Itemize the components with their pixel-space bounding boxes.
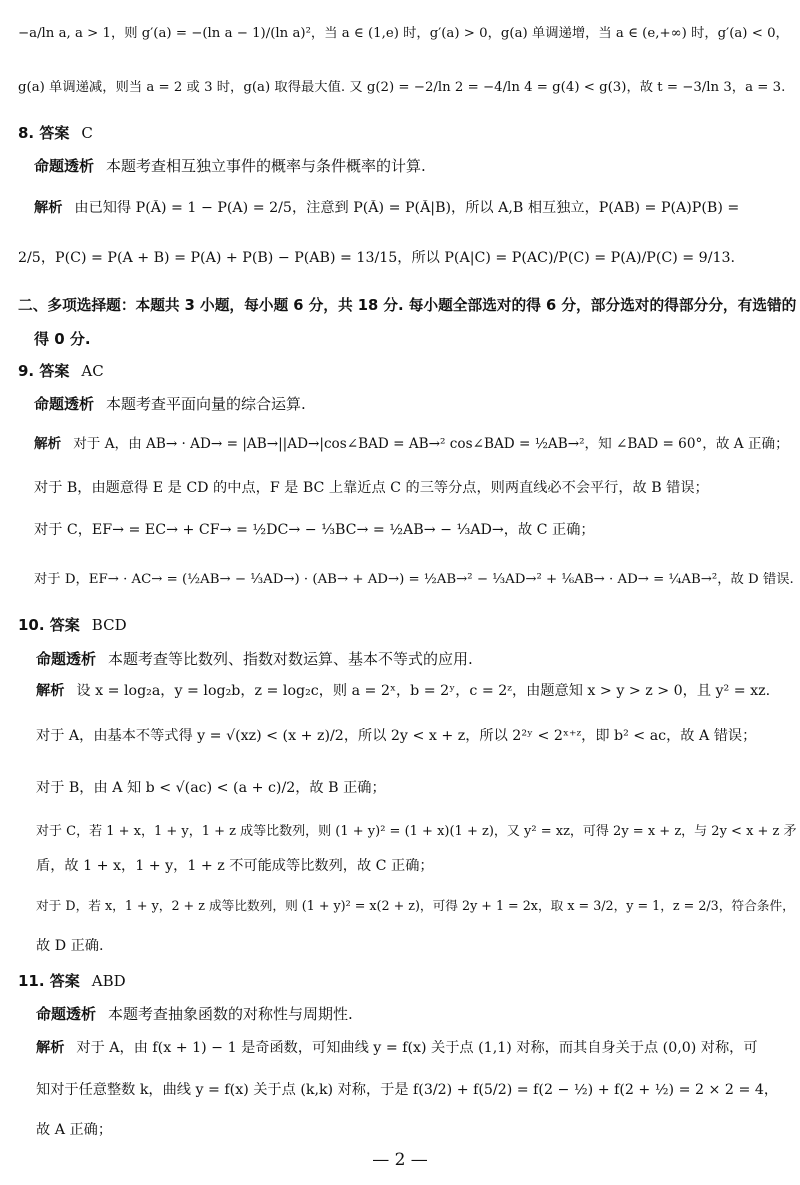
section-heading: 二、多项选择题：本题共 3 小题，每小题 6 分，共 18 分. 每小题全部选对的得 6 分，部分选对的得部分分，有选错的: [18, 297, 797, 314]
q8-solution-line: 由已知得 P(Ā) = 1 − P(A) = 2/5，注意到 P(Ā) = P(Ā|B)，所以 A,B 相互独立，P(AB) = P(A)P(B) =: [74, 200, 740, 216]
q8-solution-line: 2/5，P(C) = P(A + B) = P(A) + P(B) − P(AB) = 13/15，所以 P(A|C) = P(AC)/P(C) = P(A)/P(C) = 9/13.: [18, 250, 736, 266]
q9-solution-label: 解析: [34, 436, 62, 452]
q9-analysis-label: 命题透析: [34, 395, 95, 413]
q9-analysis-text: 本题考查平面向量的综合运算.: [106, 395, 306, 413]
q9-title: 9. 答案: [18, 362, 70, 380]
q11-title: 11. 答案: [18, 972, 80, 990]
q8-analysis-text: 本题考查相互独立事件的概率与条件概率的计算.: [106, 157, 426, 175]
q10-solution-b: 对于 B，由 A 知 b < √(ac) < (a + c)/2，故 B 正确；: [36, 780, 386, 796]
q8-title: 8. 答案: [18, 124, 70, 142]
q10-solution: [0, 683, 800, 701]
section-heading: 得 0 分.: [34, 330, 91, 348]
q10-solution-a: 对于 A，由基本不等式得 y = √(xz) < (x + z)/2，所以 2y < x + z，所以 2²ʸ < 2ˣ⁺ᶻ，即 b² < ac，故 A 错误；: [36, 728, 757, 744]
q9-solution: [0, 436, 800, 453]
text-line: −a/ln a, a > 1，则 g′(a) = −(ln a − 1)/(ln a)²，当 a ∈ (1,e) 时，g′(a) > 0，g(a) 单调递增，当 a ∈ (e,+∞) 时，g′(a) < 0，: [18, 26, 789, 41]
q11-answer: ABD: [91, 972, 126, 990]
q8-heading: [0, 124, 800, 143]
q8-analysis-label: 命题透析: [34, 157, 95, 175]
q10-analysis-text: 本题考查等比数列、指数对数运算、基本不等式的应用.: [108, 650, 473, 668]
q11-analysis-label: 命题透析: [36, 1005, 97, 1023]
q10-heading: [0, 616, 800, 635]
q11-analysis-text: 本题考查抽象函数的对称性与周期性.: [108, 1005, 353, 1023]
q9-solution-b: 对于 B，由题意得 E 是 CD 的中点，F 是 BC 上靠近点 C 的三等分点，则两直线必不会平行，故 B 错误；: [34, 480, 709, 496]
q10-solution-setup: 设 x = log₂a，y = log₂b，z = log₂c，则 a = 2ˣ，b = 2ʸ，c = 2ᶻ，由题意知 x > y > z > 0，且 y² = xz.: [76, 683, 771, 699]
q11-solution-a: 知对于任意整数 k，曲线 y = f(x) 关于点 (k,k) 对称，于是 f(3/2) + f(5/2) = f(2 − ½) + f(2 + ½) = 2 × 2 = 4，: [36, 1082, 779, 1098]
q8-answer: C: [81, 124, 93, 142]
text-line: g(a) 单调递减，则当 a = 2 或 3 时，g(a) 取得最大值. 又 g(2) = −2/ln 2 = −4/ln 4 = g(4) < g(3)，故 t = −3/ln 3，a = 3.: [18, 80, 786, 95]
q10-solution-c: 对于 C，若 1 + x，1 + y，1 + z 成等比数列，则 (1 + y)² = (1 + x)(1 + z)，又 y² = xz，可得 2y = x + z，与 2y < x + z 矛: [36, 824, 797, 839]
q9-solution-a: 对于 A，由 AB→ · AD→ = |AB→||AD→|cos∠BAD = AB→² cos∠BAD = ½AB→²，知 ∠BAD = 60°，故 A 正确；: [73, 436, 789, 452]
q8-solution: [0, 200, 800, 218]
q8-solution-label: 解析: [34, 200, 63, 216]
page-number: — 2 —: [372, 1150, 428, 1170]
q11-solution-a: 对于 A，由 f(x + 1) − 1 是奇函数，可知曲线 y = f(x) 关于点 (1,1) 对称，而其自身关于点 (0,0) 对称，可: [76, 1040, 758, 1056]
q11-solution-a: 故 A 正确；: [36, 1122, 113, 1138]
q11-heading: [0, 972, 800, 991]
q10-title: 10. 答案: [18, 616, 80, 634]
q10-solution-d: 故 D 正确.: [36, 938, 104, 954]
q8-analysis: [0, 157, 800, 176]
q10-solution-d: 对于 D，若 x，1 + y，2 + z 成等比数列，则 (1 + y)² = x(2 + z)，可得 2y + 1 = 2x，取 x = 3/2，y = 1，z = 2/3，符合条件，: [36, 898, 795, 913]
q11-solution: [0, 1040, 800, 1058]
q9-answer: AC: [81, 362, 104, 380]
q10-analysis: [0, 650, 800, 669]
q11-solution-label: 解析: [36, 1040, 65, 1056]
q9-solution-d: 对于 D，EF→ · AC→ = (½AB→ − ⅓AD→) · (AB→ + AD→) = ½AB→² − ⅓AD→² + ⅙AB→ · AD→ = ¼AB→²，故 D 错误.: [34, 572, 794, 587]
q10-answer: BCD: [91, 616, 127, 634]
q10-solution-c: 盾，故 1 + x，1 + y，1 + z 不可能成等比数列，故 C 正确；: [36, 858, 434, 874]
q9-analysis: [0, 395, 800, 414]
q10-analysis-label: 命题透析: [36, 650, 97, 668]
q10-solution-label: 解析: [36, 683, 65, 699]
q11-analysis: [0, 1005, 800, 1024]
q9-solution-c: 对于 C，EF→ = EC→ + CF→ = ½DC→ − ⅓BC→ = ½AB→ − ⅓AD→，故 C 正确；: [34, 522, 595, 538]
q9-heading: [0, 362, 800, 381]
